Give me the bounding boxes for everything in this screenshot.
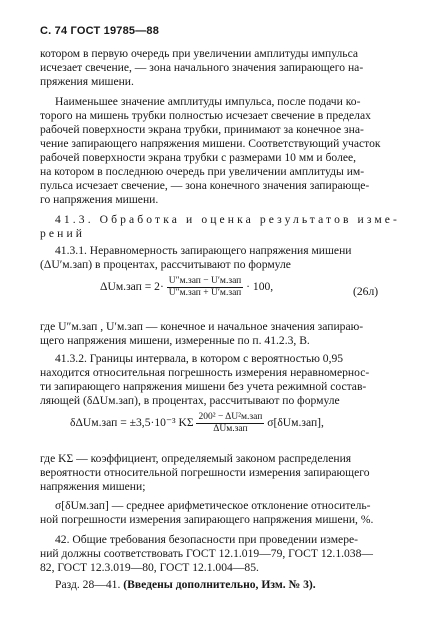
text-line: ти запирающего напряжения мишени без учета режимной состав- bbox=[40, 380, 367, 393]
fraction-denominator: U″м.зап + U′м.зап bbox=[168, 288, 242, 298]
fraction-denominator: ΔUм.зап bbox=[213, 424, 248, 434]
text-line: чение запирающего напряжения мишени. Соответствующий участок bbox=[40, 137, 381, 150]
text-line: где KΣ — коэффициент, определяемый законом распределения bbox=[40, 452, 352, 465]
formula-fraction bbox=[196, 412, 264, 435]
fraction-numerator: 200² − ΔU²м.зап bbox=[198, 412, 263, 422]
formula-lhs: ΔUм.зап = 2· bbox=[100, 280, 164, 294]
formula-tail: σ[δUм.зап], bbox=[267, 416, 324, 430]
section-heading-cont: рений bbox=[40, 227, 86, 240]
formula-lhs: δΔUм.зап = ±3,5·10⁻³ KΣ bbox=[70, 416, 194, 430]
fraction-numerator: U″м.зап − U′м.зап bbox=[168, 276, 242, 286]
text-line: пряжения мишени. bbox=[40, 75, 134, 88]
text-line: ний должны соответствовать ГОСТ 12.1.019—79, ГОСТ 12.1.038— bbox=[40, 547, 373, 560]
text-line: напряжения мишени; bbox=[40, 480, 146, 493]
text-line: котором в первую очередь при увеличении амплитуды импульса bbox=[40, 47, 359, 60]
page-header: С. 74 ГОСТ 19785—88 bbox=[40, 25, 160, 37]
formula-number: (26л) bbox=[353, 285, 379, 298]
text-line: σ[δUм.зап] — среднее арифметическое отклонение относитель- bbox=[55, 499, 371, 512]
text-line: 42. Общие требования безопасности при проведении измере- bbox=[55, 533, 358, 546]
formula-26l bbox=[100, 276, 273, 299]
formula-tail: · 100, bbox=[246, 280, 274, 294]
amendment-sections: Разд. 28—41. bbox=[55, 578, 121, 591]
text-line: Наименьшее значение амплитуды импульса, после подачи ко- bbox=[55, 95, 361, 108]
formula-fraction bbox=[167, 276, 244, 299]
text-line: го напряжения мишени. bbox=[40, 193, 159, 206]
text-line: ляющей (δΔUм.зап), в процентах, рассчитывают по формуле bbox=[40, 394, 340, 407]
section-heading: 41.3. Обработка и оценка результатов изме- bbox=[55, 213, 401, 226]
text-line: на котором в последнюю очередь при увеличении амплитуды им- bbox=[40, 165, 365, 178]
text-line: торого на мишень трубки полностью исчезает свечение в пределах bbox=[40, 109, 371, 122]
text-line: вероятности относительной погрешности измерения запирающего bbox=[40, 466, 370, 479]
text-line: ной погрешности измерения запирающего напряжения мишени, %. bbox=[40, 513, 374, 526]
text-line: (ΔU′м.зап) в процентах, рассчитывают по формуле bbox=[40, 258, 291, 271]
where-description: — конечное и начальное значения запираю- bbox=[145, 320, 364, 333]
text-line: исчезает свечение, — зона начального значения запирающего на- bbox=[40, 61, 364, 74]
text-line: 82, ГОСТ 12.3.019—80, ГОСТ 12.1.004—85. bbox=[40, 561, 259, 574]
text-line: 41.3.2. Границы интервала, в котором с вероятностью 0,95 bbox=[55, 352, 344, 365]
where-symbols: где U″м.зап , U′м.зап bbox=[40, 320, 143, 333]
text-line: 41.3.1. Неравномерность запирающего напряжения мишени bbox=[55, 244, 352, 257]
text-line: щего напряжения мишени, измеренные по п. 41.2.3, В. bbox=[40, 334, 310, 347]
text-line bbox=[40, 320, 363, 334]
amendment-text: (Введены дополнительно, Изм. № 3). bbox=[123, 578, 316, 591]
text-line: рабочей поверхности экрана трубки, принимают за конечное зна- bbox=[40, 123, 364, 136]
amendment-note bbox=[55, 578, 316, 592]
text-line: пульса исчезает свечение, — зона конечного значения запирающе- bbox=[40, 179, 370, 192]
formula-2 bbox=[70, 412, 324, 435]
text-line: рабочей поверхности экрана трубки с размерами 10 мм и более, bbox=[40, 151, 357, 164]
text-line: находится относительная погрешность измерения неравномернос- bbox=[40, 366, 370, 379]
